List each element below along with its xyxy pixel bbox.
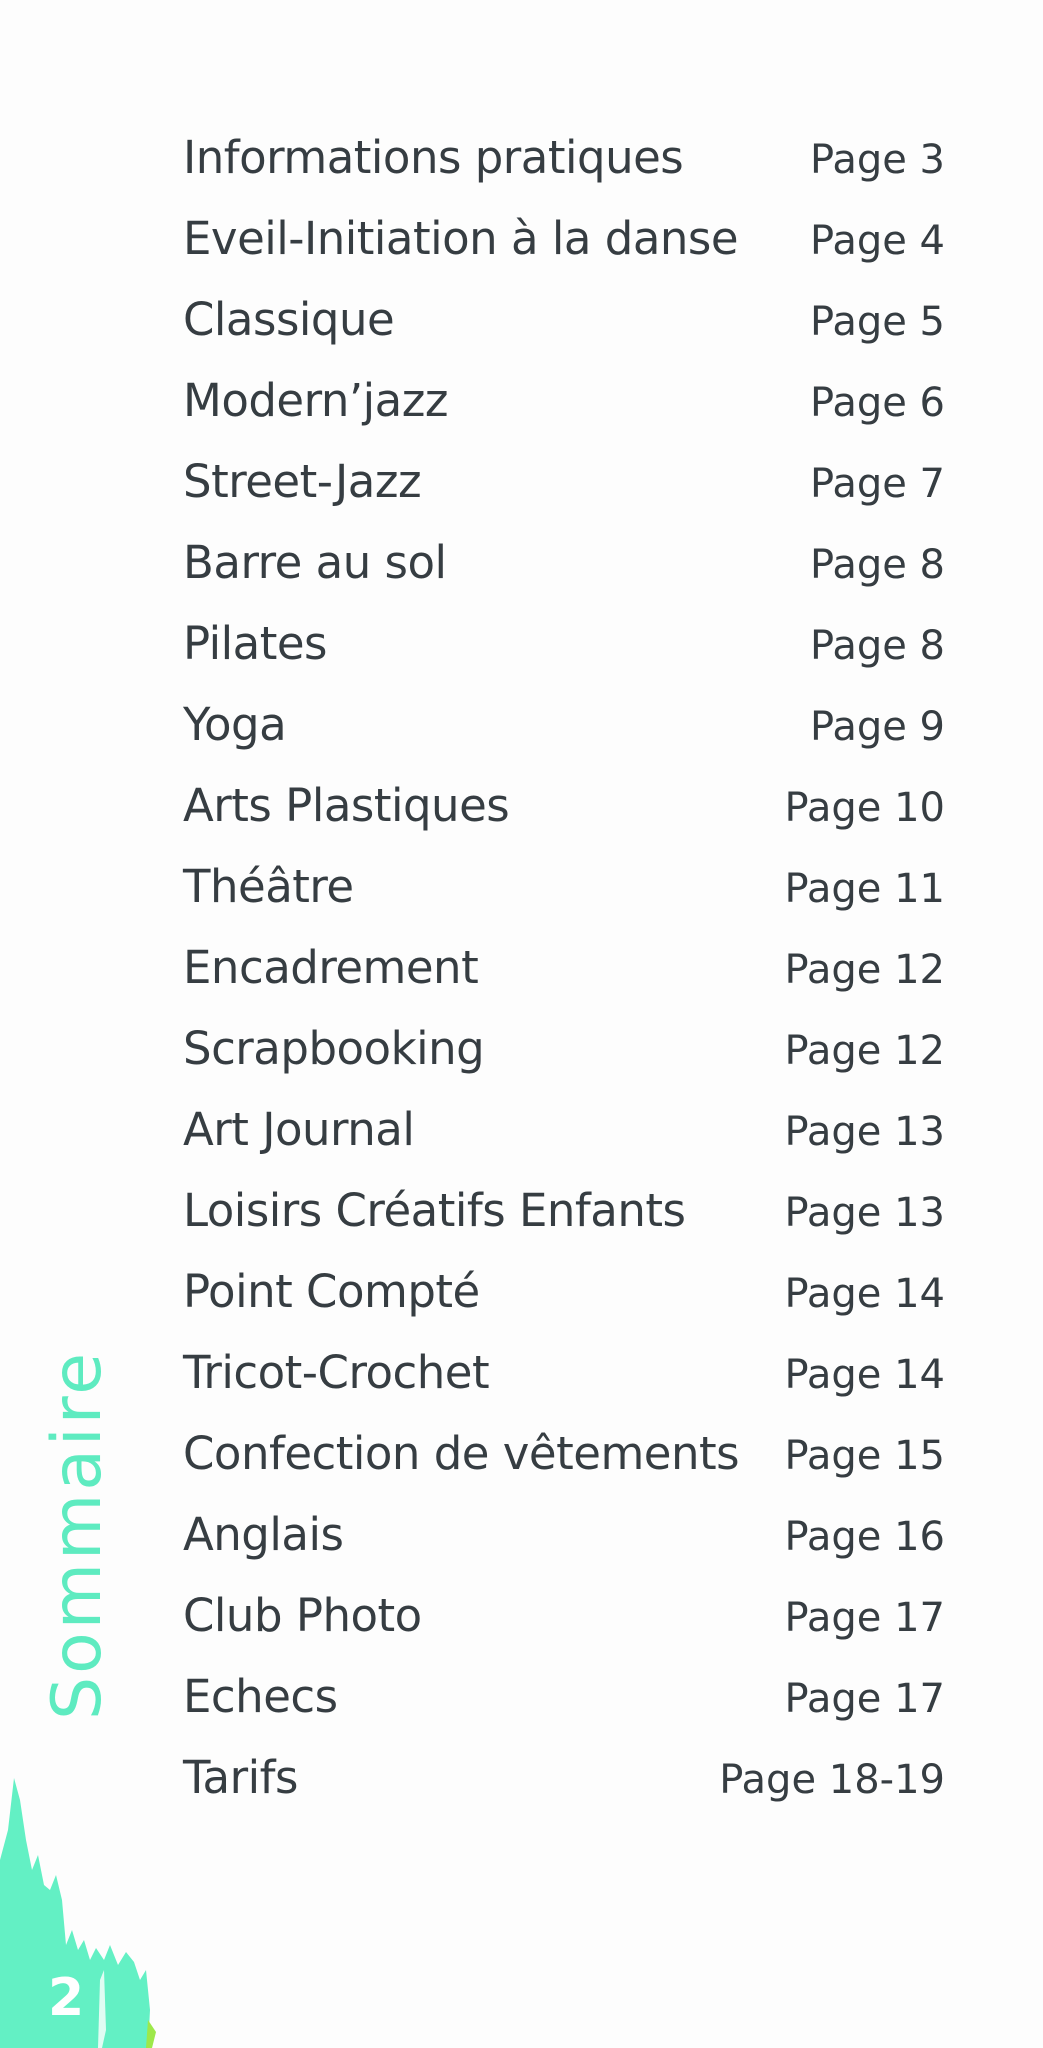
- toc-entry-title: Théâtre: [183, 860, 354, 913]
- toc-entry-page: Page 14: [784, 1271, 945, 1317]
- brush-stroke-decoration: [0, 1770, 170, 2048]
- toc-entry-title: Anglais: [183, 1508, 344, 1561]
- toc-entry: [183, 1578, 945, 1659]
- toc-entry-page: Page 8: [810, 542, 945, 588]
- toc-entry: [183, 1497, 945, 1578]
- toc-entry-title: Arts Plastiques: [183, 779, 510, 832]
- side-title-sommaire: Sommaire: [38, 1349, 117, 1720]
- toc-entry-title: Classique: [183, 293, 395, 346]
- toc-entry-title: Encadrement: [183, 941, 479, 994]
- toc-entry-page: Page 4: [810, 218, 945, 264]
- toc-entry-title: Informations pratiques: [183, 131, 684, 184]
- toc-entry-title: Barre au sol: [183, 536, 447, 589]
- toc-entry-title: Tricot-Crochet: [183, 1346, 490, 1399]
- toc-entry: [183, 363, 945, 444]
- toc-entry: [183, 687, 945, 768]
- toc-entry-title: Eveil-Initiation à la danse: [183, 212, 739, 265]
- toc-entry-title: Loisirs Créatifs Enfants: [183, 1184, 686, 1237]
- toc-entry-page: Page 17: [784, 1676, 945, 1722]
- toc-entry-page: Page 15: [784, 1433, 945, 1479]
- toc-entry-page: Page 18-19: [719, 1757, 945, 1803]
- toc-entry-page: Page 7: [810, 461, 945, 507]
- toc-entry: [183, 849, 945, 930]
- toc-entry-title: Pilates: [183, 617, 328, 670]
- toc-entry-title: Club Photo: [183, 1589, 422, 1642]
- toc-entry: [183, 930, 945, 1011]
- toc-entry: [183, 525, 945, 606]
- toc-entry: [183, 282, 945, 363]
- toc-entry: [183, 1011, 945, 1092]
- toc-entry-page: Page 3: [810, 137, 945, 183]
- table-of-contents: [183, 120, 945, 1821]
- toc-entry-title: Scrapbooking: [183, 1022, 485, 1075]
- toc-entry: [183, 201, 945, 282]
- toc-entry: [183, 444, 945, 525]
- toc-entry-title: Point Compté: [183, 1265, 480, 1318]
- toc-entry-page: Page 5: [810, 299, 945, 345]
- toc-entry: [183, 1659, 945, 1740]
- toc-entry-page: Page 13: [784, 1190, 945, 1236]
- toc-entry: [183, 1254, 945, 1335]
- toc-entry-page: Page 12: [784, 947, 945, 993]
- toc-entry-page: Page 11: [784, 866, 945, 912]
- toc-entry: [183, 768, 945, 849]
- toc-entry: [183, 1173, 945, 1254]
- toc-entry: [183, 120, 945, 201]
- toc-entry: [183, 1416, 945, 1497]
- toc-entry-page: Page 14: [784, 1352, 945, 1398]
- toc-entry-page: Page 9: [810, 704, 945, 750]
- toc-entry-page: Page 12: [784, 1028, 945, 1074]
- toc-entry: [183, 1092, 945, 1173]
- page-number: 2: [48, 1968, 85, 2028]
- toc-entry-page: Page 13: [784, 1109, 945, 1155]
- toc-entry-title: Yoga: [183, 698, 287, 751]
- toc-entry-page: Page 17: [784, 1595, 945, 1641]
- toc-entry-page: Page 6: [810, 380, 945, 426]
- toc-entry-title: Modern’jazz: [183, 374, 448, 427]
- toc-entry-title: Tarifs: [183, 1751, 298, 1804]
- toc-entry-page: Page 16: [784, 1514, 945, 1560]
- toc-entry: [183, 606, 945, 687]
- toc-entry-title: Confection de vêtements: [183, 1427, 740, 1480]
- toc-entry: [183, 1335, 945, 1416]
- toc-entry-page: Page 10: [784, 785, 945, 831]
- toc-entry: [183, 1740, 945, 1821]
- toc-entry-title: Echecs: [183, 1670, 338, 1723]
- toc-entry-title: Street-Jazz: [183, 455, 422, 508]
- toc-entry-page: Page 8: [810, 623, 945, 669]
- toc-entry-title: Art Journal: [183, 1103, 415, 1156]
